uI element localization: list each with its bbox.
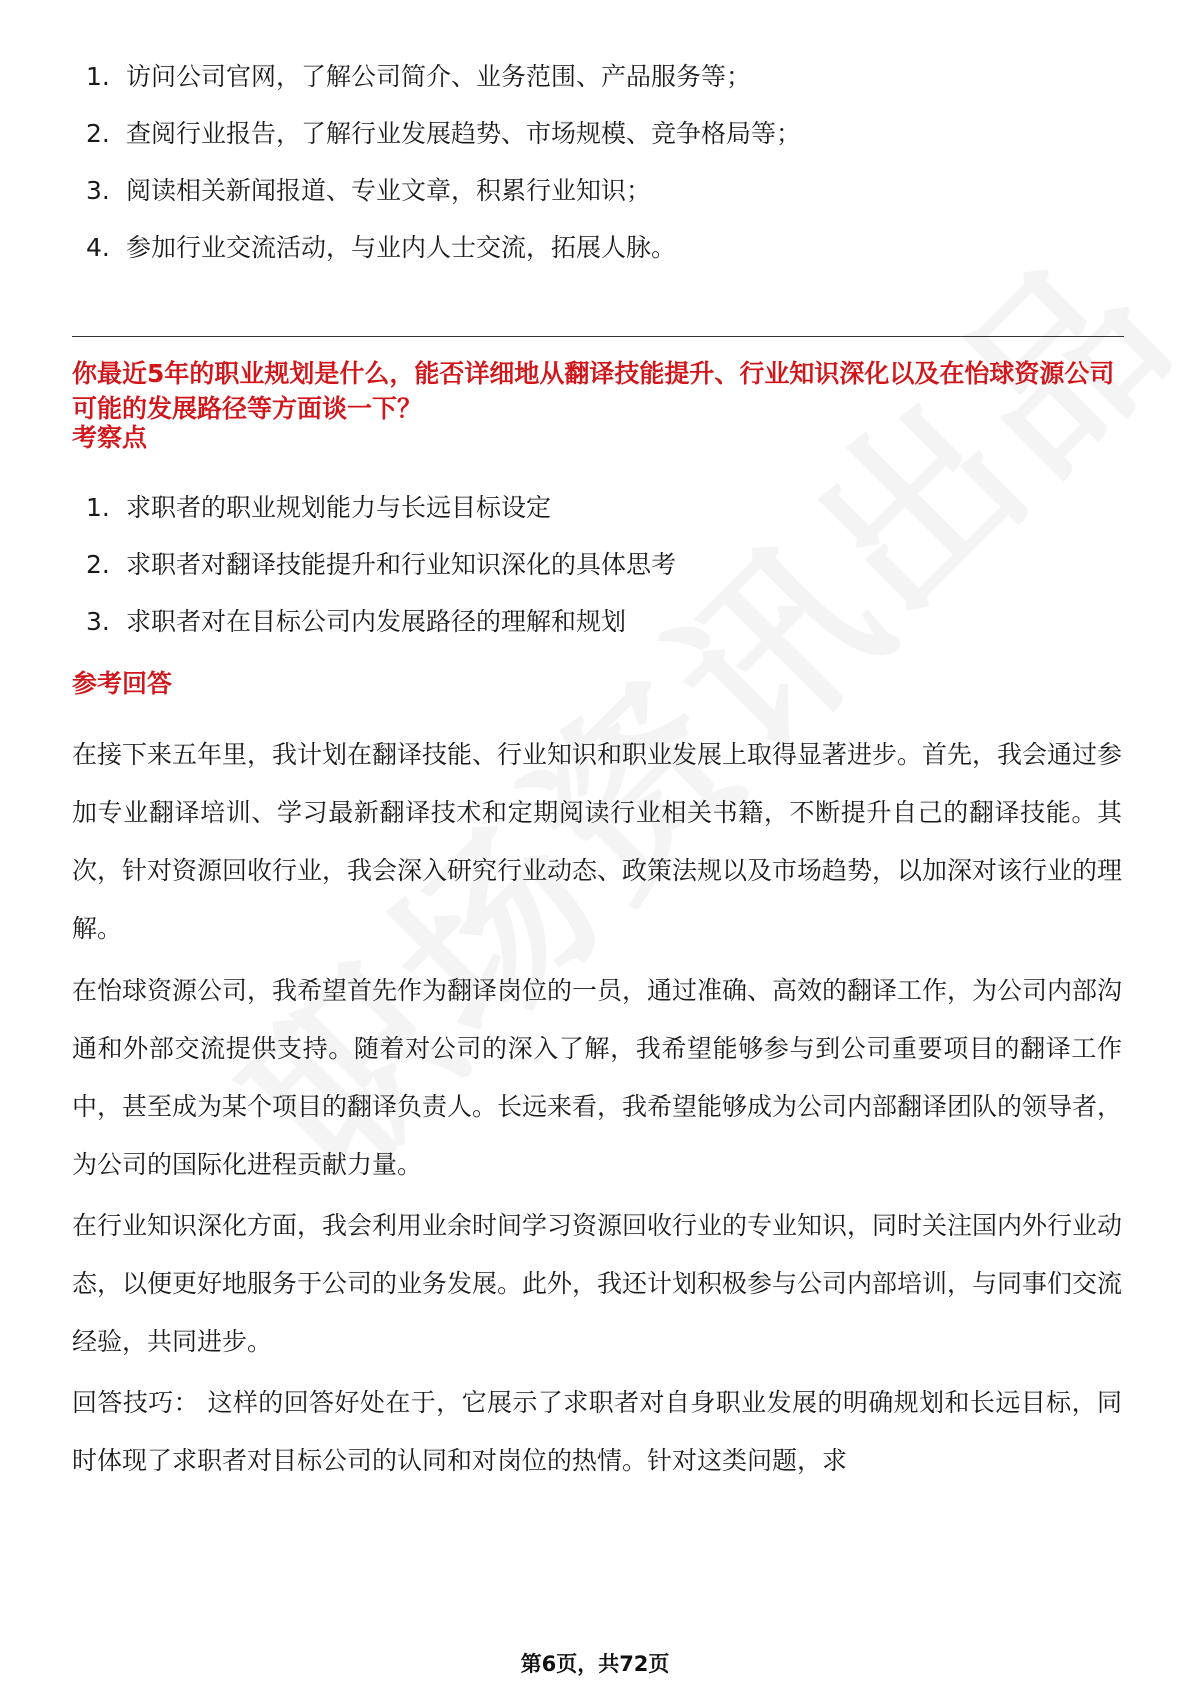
answer-heading: 参考回答 bbox=[72, 669, 173, 698]
list-item: 2. 查阅行业报告，了解行业发展趋势、市场规模、竞争格局等； bbox=[86, 119, 802, 148]
list-item: 3. 阅读相关新闻报道、专业文章，积累行业知识； bbox=[86, 176, 652, 205]
list-item: 3. 求职者对在目标公司内发展路径的理解和规划 bbox=[86, 607, 627, 636]
page-number: 第6页，共72页 bbox=[520, 1652, 670, 1676]
assessment-list bbox=[86, 479, 1106, 650]
list-item: 1. 求职者的职业规划能力与长远目标设定 bbox=[86, 493, 552, 522]
list-item: 1. 访问公司官网，了解公司简介、业务范围、产品服务等； bbox=[86, 62, 752, 91]
section-divider bbox=[72, 336, 1124, 337]
question-heading: 你最近5年的职业规划是什么，能否详细地从翻译技能提升、行业知识深化以及在怡球资源公司可能的发展路径等方面谈一下？ bbox=[72, 359, 1115, 423]
assessment-heading: 考察点 bbox=[72, 423, 148, 452]
list-item: 4. 参加行业交流活动，与业内人士交流，拓展人脉。 bbox=[86, 233, 677, 262]
list-item: 2. 求职者对翻译技能提升和行业知识深化的具体思考 bbox=[86, 550, 677, 579]
intro-list bbox=[86, 48, 1106, 276]
answer-paragraph: 在怡球资源公司，我希望首先作为翻译岗位的一员，通过准确、高效的翻译工作，为公司内部沟通和外部交流提供支持。随着对公司的深入了解，我希望能够参与到公司重要项目的翻译工作中，甚至成为某个项目的翻译负责人。长远来看，我希望能够成为公司内部翻译团队的领导者，为公司的国际化进程贡献力量。 bbox=[72, 976, 1123, 1179]
answer-paragraph: 在接下来五年里，我计划在翻译技能、行业知识和职业发展上取得显著进步。首先，我会通过参加专业翻译培训、学习最新翻译技术和定期阅读行业相关书籍，不断提升自己的翻译技能。其次，针对资源回收行业，我会深入研究行业动态、政策法规以及市场趋势，以加深对该行业的理解。 bbox=[72, 740, 1123, 943]
answer-tips-paragraph: 回答技巧： 这样的回答好处在于，它展示了求职者对自身职业发展的明确规划和长远目标，同时体现了求职者对目标公司的认同和对岗位的热情。针对这类问题，求 bbox=[72, 1388, 1122, 1475]
answer-paragraph: 在行业知识深化方面，我会利用业余时间学习资源回收行业的专业知识，同时关注国内外行业动态，以便更好地服务于公司的业务发展。此外，我还计划积极参与公司内部培训，与同事们交流经验，共同进步。 bbox=[72, 1211, 1123, 1356]
